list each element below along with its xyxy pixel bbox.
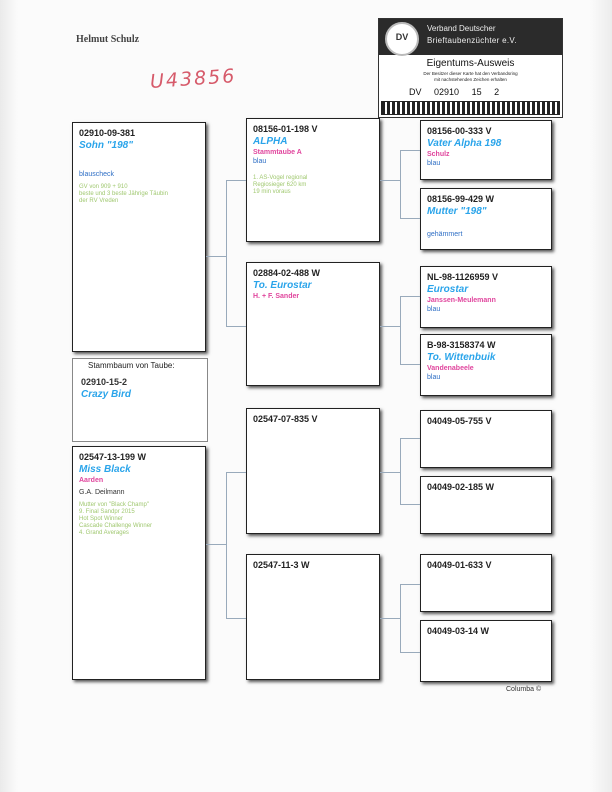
gg-box-3: NL-98-1126959 V Eurostar Janssen-Meulemann blau	[420, 266, 552, 328]
sire-dam-box: 02884-02-488 W To. Eurostar H. + F. Sander	[246, 262, 380, 386]
gg-box-8: 04049-03-14 W	[420, 620, 552, 682]
gg-box-2: 08156-99-429 W Mutter "198" gehämmert	[420, 188, 552, 250]
dv-code: DV	[409, 87, 422, 97]
connector	[380, 472, 400, 473]
connector	[226, 472, 246, 473]
pigeon-label-box: Stammbaum von Taube: 02910-15-2 Crazy Bird	[72, 358, 208, 442]
ring-number: 02910	[434, 87, 460, 97]
dam-dam-box: 02547-11-3 W	[246, 554, 380, 680]
connector	[206, 544, 226, 545]
subject-box: 02910-09-381 Sohn "198" blauscheck GV von 909 + 910 beste und 3 beste Jährige Täubin der RV Vreden	[72, 122, 206, 352]
connector	[400, 584, 401, 652]
gg-box-7: 04049-01-633 V	[420, 554, 552, 612]
connector	[400, 652, 420, 653]
ring-sex: 2	[494, 87, 500, 97]
badge-pattern	[381, 101, 560, 115]
ownership-badge	[378, 18, 563, 118]
connector	[380, 180, 400, 181]
badge-note: mit nachstehenden Zeichen erhalten	[434, 77, 507, 82]
software-credit: Columba ©	[506, 686, 542, 693]
connector	[400, 438, 401, 504]
connector	[226, 472, 227, 618]
connector	[206, 256, 226, 257]
connector	[226, 326, 246, 327]
gg-box-1: 08156-00-333 V Vater Alpha 198 Schulz blau	[420, 120, 552, 180]
dam-box: 02547-13-199 W Miss Black Aarden G.A. Deilmann Mutter von "Black Champ" 9. Final Sandpr 2015 Hot Spot Winner Cascade Challenge Winner 4. Grand Averages	[72, 446, 206, 680]
handwritten-number: U43856	[149, 65, 238, 93]
connector	[400, 150, 401, 218]
badge-header	[379, 19, 562, 55]
connector	[380, 326, 400, 327]
connector	[400, 438, 420, 439]
dam-sire-box: 02547-07-835 V	[246, 408, 380, 534]
badge-org-line1: Verband Deutscher	[427, 24, 496, 33]
gg-box-6: 04049-02-185 W	[420, 476, 552, 534]
sire-sire-box: 08156-01-198 V ALPHA Stammtaube A blau 1. AS-Vogel regional Regiosieger 620 km 19 min voraus	[246, 118, 380, 242]
connector	[380, 618, 400, 619]
connector	[400, 364, 420, 365]
gg-box-4: B-98-3158374 W To. Wittenbuik Vandenabeele blau	[420, 334, 552, 396]
gg-box-5: 04049-05-755 V	[420, 410, 552, 468]
connector	[400, 296, 420, 297]
ring-number-row	[409, 87, 559, 97]
connector	[400, 218, 420, 219]
association-logo: DV	[385, 22, 419, 56]
connector	[400, 150, 420, 151]
connector	[226, 180, 246, 181]
badge-title: Eigentums-Ausweis	[426, 58, 515, 69]
connector	[400, 504, 420, 505]
connector	[400, 584, 420, 585]
badge-org-line2: Brieftaubenzüchter e.V.	[427, 36, 517, 45]
owner-name: Helmut Schulz	[76, 34, 140, 45]
ring-year: 15	[471, 87, 482, 97]
connector	[400, 296, 401, 364]
connector	[226, 618, 246, 619]
connector	[226, 180, 227, 326]
badge-note: Der Besitzer dieser Karte hat den Verbandsring	[423, 71, 518, 76]
